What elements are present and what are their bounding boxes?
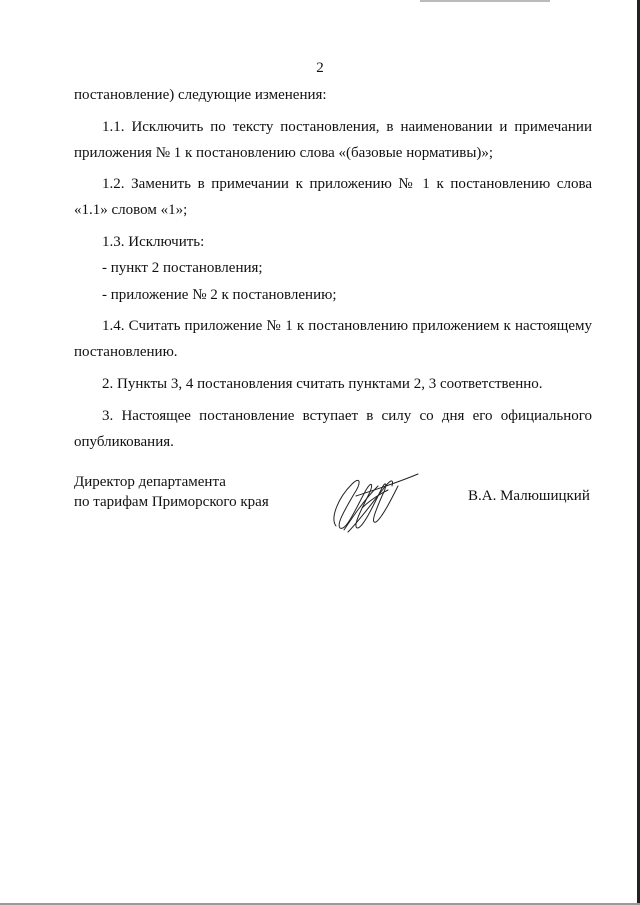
handwritten-signature [322, 468, 432, 538]
paragraph: 2. Пункты 3, 4 постановления считать пунктами 2, 3 соответственно. [102, 375, 543, 392]
paragraph: постановление) следующие изменения: [74, 87, 327, 103]
paragraph: - пункт 2 постановления; [102, 259, 263, 276]
scan-mark [420, 0, 550, 2]
signatory-name: В.А. Малюшицкий [468, 488, 590, 504]
paragraph: 3. Настоящее постановление вступает в силу со дня его официального опубликования. [74, 407, 592, 450]
paragraph: - приложение № 2 к постановлению; [102, 286, 337, 303]
page-number: 2 [316, 60, 324, 76]
paragraph: 1.4. Считать приложение № 1 к постановлению приложением к настоящему постановлению. [74, 318, 592, 361]
signatory-position-line: Директор департамента [74, 474, 226, 490]
paragraph: 1.2. Заменить в примечании к приложению № 1 к постановлению слова «1.1» словом «1»; [74, 176, 592, 219]
signatory-position-line: по тарифам Приморского края [74, 494, 269, 510]
signatory-position [74, 472, 269, 512]
document-body [74, 83, 592, 455]
paragraph: 1.3. Исключить: [102, 233, 205, 250]
paragraph: 1.1. Исключить по тексту постановления, в наименовании и примечании приложения № 1 к постановлению слова «(базовые нормативы)»; [74, 118, 592, 161]
